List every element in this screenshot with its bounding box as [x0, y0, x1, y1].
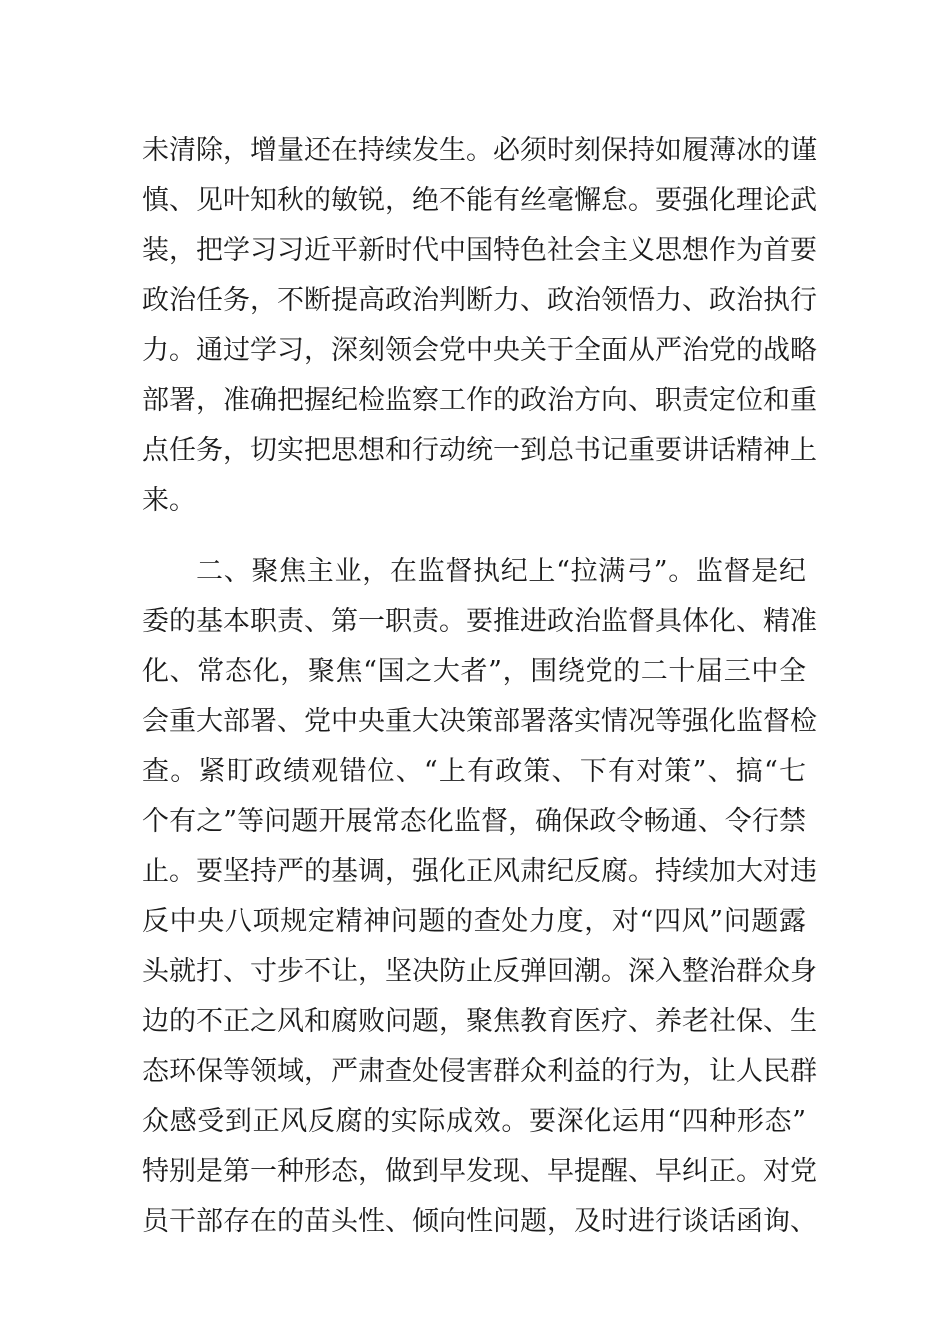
text-line: 未清除，增量还在持续发生。必须时刻保持如履薄冰的谨 — [142, 135, 817, 166]
text-line: 化、常态化，聚焦“国之大者”，围绕党的二十届三中全 — [142, 656, 806, 687]
text-line: 众感受到正风反腐的实际成效。要深化运用“四种形态” — [142, 1106, 806, 1137]
text-line: 边的不正之风和腐败问题，聚焦教育医疗、养老社保、生 — [142, 1006, 817, 1037]
text-line: 委的基本职责、第一职责。要推进政治监督具体化、精准 — [142, 606, 817, 637]
text-line: 会重大部署、党中央重大决策部署落实情况等强化监督检 — [142, 706, 817, 737]
text-line: 员干部存在的苗头性、倾向性问题，及时进行谈话函询、 — [142, 1206, 817, 1237]
text-line: 二、聚焦主业，在监督执纪上“拉满弓”。监督是纪 — [196, 556, 806, 587]
text-line: 查。紧盯政绩观错位、“上有政策、下有对策”、搞“七 — [142, 756, 806, 787]
text-line: 慎、见叶知秋的敏锐，绝不能有丝毫懈怠。要强化理论武 — [142, 185, 817, 216]
text-line: 点任务，切实把思想和行动统一到总书记重要讲话精神上 — [142, 435, 817, 466]
text-line: 部署，准确把握纪检监察工作的政治方向、职责定位和重 — [142, 385, 817, 416]
text-line: 力。通过学习，深刻领会党中央关于全面从严治党的战略 — [142, 335, 817, 366]
text-line: 头就打、寸步不让，坚决防止反弹回潮。深入整治群众身 — [142, 956, 817, 987]
text-line: 特别是第一种形态，做到早发现、早提醒、早纠正。对党 — [142, 1156, 817, 1187]
text-line: 止。要坚持严的基调，强化正风肃纪反腐。持续加大对违 — [142, 856, 817, 887]
text-line: 来。 — [142, 485, 196, 516]
text-line: 态环保等领域，严肃查处侵害群众利益的行为，让人民群 — [142, 1056, 817, 1087]
text-line: 政治任务，不断提高政治判断力、政治领悟力、政治执行 — [142, 285, 817, 316]
text-line: 反中央八项规定精神问题的查处力度，对“四风”问题露 — [142, 906, 806, 937]
text-line: 装，把学习习近平新时代中国特色社会主义思想作为首要 — [142, 235, 817, 266]
text-line: 个有之”等问题开展常态化监督，确保政令畅通、令行禁 — [142, 806, 806, 837]
